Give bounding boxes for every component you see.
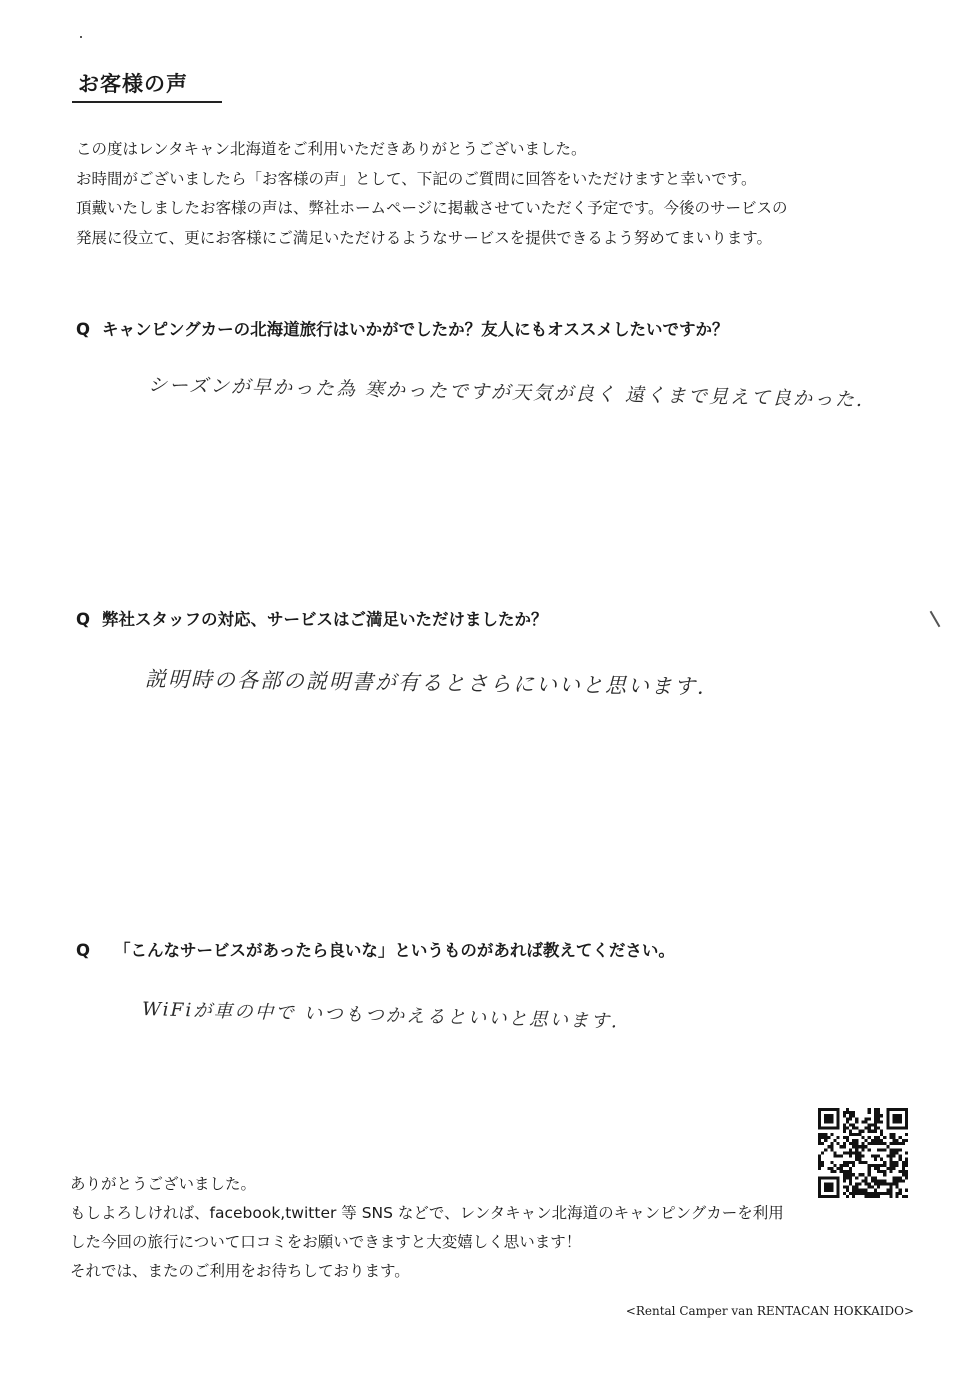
intro-text — [76, 135, 926, 253]
scan-speck — [930, 611, 941, 628]
question-text: キャンピングカーの北海道旅行はいかがでしたか？友人にもオススメしたいですか？ — [102, 320, 729, 339]
company-signature: <Rental Camper van RENTACAN HOKKAIDO> — [625, 1304, 914, 1318]
closing-line: それでは、またのご利用をお待ちしております。 — [70, 1262, 410, 1280]
answer-2-handwritten: 説明時の各部の説明書が有るとさらにいいと思います. — [144, 667, 706, 699]
answer-1-handwritten: シーズンが早かった為 寒かったですが天気が良く 遠くまで見えて良かった. — [147, 374, 865, 411]
question-3 — [76, 937, 675, 961]
intro-line: 頂戴いたしましたお客様の声は、弊社ホームページに掲載させていただく予定です。今後のサービスの — [76, 199, 788, 217]
intro-line: この度はレンタキャン北海道をご利用いただきありがとうございました。 — [76, 140, 587, 158]
intro-line: 発展に役立て、更にお客様にご満足いただけるようなサービスを提供できるよう努めてまいります。 — [76, 228, 772, 247]
closing-line: した今回の旅行について口コミをお願いできますと大変嬉しく思います！ — [70, 1233, 582, 1251]
scan-speck — [80, 36, 82, 38]
question-text: 弊社スタッフの対応、サービスはご満足いただけましたか？ — [102, 610, 548, 629]
answer-3-handwritten: WiFiが車の中で いつもつかえるといいと思います. — [141, 999, 620, 1033]
question-1 — [76, 316, 729, 340]
question-marker: Q — [76, 941, 91, 960]
intro-line: お時間がございましたら「お客様の声」として、下記のご質問に回答をいただけますと幸いです。 — [76, 169, 757, 188]
question-2 — [76, 606, 548, 630]
page-title: お客様の声 — [78, 72, 188, 96]
closing-text — [70, 1170, 930, 1286]
question-text: 「こんなサービスがあったら良いな」というものがあれば教えてください。 — [114, 941, 675, 960]
question-marker: Q — [76, 320, 91, 339]
closing-line: ありがとうございました。 — [70, 1175, 257, 1193]
closing-line: もしよろしければ、facebook,twitter 等 SNS などで、レンタキャン北海道のキャンピングカーを利用 — [70, 1204, 784, 1222]
title-underline — [72, 101, 222, 103]
question-marker: Q — [76, 610, 91, 629]
